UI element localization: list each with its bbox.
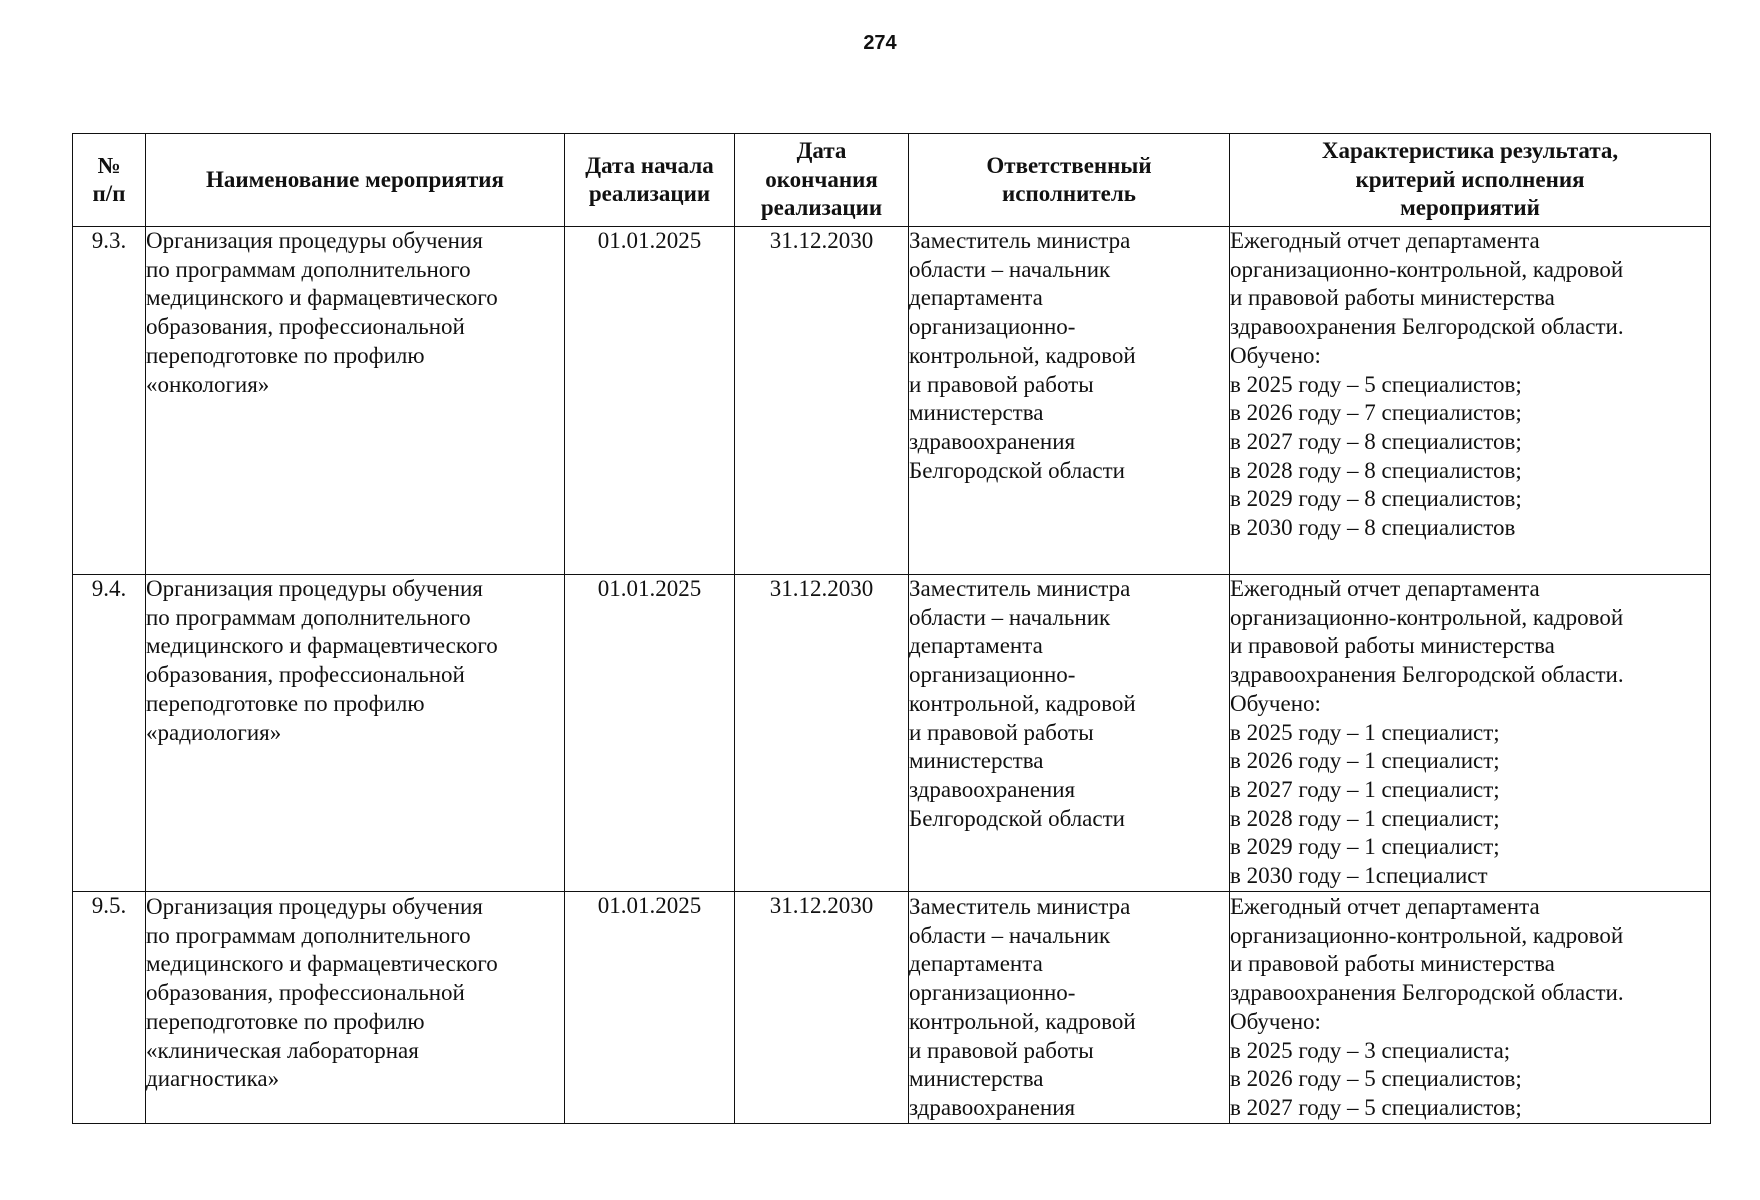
activity-name: Организация процедуры обучения по программам дополнительного медицинского и фармацевтического образования, профессиональной переподготовке по профилю «клиническая лабораторная диагностика» xyxy=(146,892,565,1124)
responsible-executor: Заместитель министра области – начальник департамента организационно- контрольной, кадровой и правовой работы министерства здравоохранения Белгородской области xyxy=(909,575,1230,892)
row-number: 9.4. xyxy=(73,575,146,892)
start-date: 01.01.2025 xyxy=(565,575,735,892)
activities-table xyxy=(72,133,1711,1124)
result-description: Ежегодный отчет департамента организационно-контрольной, кадровой и правовой работы министерства здравоохранения Белгородской области. Обучено: в 2025 году – 5 специалистов; в 2026 году – 7 специалистов; в 2027 году – 8 специалистов; в 2028 году – 8 специалистов; в 2029 году – 8 специалистов; в 2030 году – 8 специалистов xyxy=(1230,227,1711,575)
header-end-date: Дата окончания реализации xyxy=(735,134,909,227)
header-name: Наименование мероприятия xyxy=(146,134,565,227)
row-number: 9.3. xyxy=(73,227,146,575)
responsible-executor: Заместитель министра области – начальник департамента организационно- контрольной, кадровой и правовой работы министерства здравоохранения xyxy=(909,892,1230,1124)
result-description: Ежегодный отчет департамента организационно-контрольной, кадровой и правовой работы министерства здравоохранения Белгородской области. Обучено: в 2025 году – 1 специалист; в 2026 году – 1 специалист; в 2027 году – 1 специалист; в 2028 году – 1 специалист; в 2029 году – 1 специалист; в 2030 году – 1специалист xyxy=(1230,575,1711,892)
header-start-date: Дата начала реализации xyxy=(565,134,735,227)
row-number: 9.5. xyxy=(73,892,146,1124)
table-row xyxy=(73,575,1711,892)
end-date: 31.12.2030 xyxy=(735,227,909,575)
table-row xyxy=(73,892,1711,1124)
header-result: Характеристика результата, критерий исполнения мероприятий xyxy=(1230,134,1711,227)
page-number: 274 xyxy=(863,32,897,54)
result-description: Ежегодный отчет департамента организационно-контрольной, кадровой и правовой работы министерства здравоохранения Белгородской области. Обучено: в 2025 году – 3 специалиста; в 2026 году – 5 специалистов; в 2027 году – 5 специалистов; xyxy=(1230,892,1711,1124)
end-date: 31.12.2030 xyxy=(735,892,909,1124)
responsible-executor: Заместитель министра области – начальник департамента организационно- контрольной, кадровой и правовой работы министерства здравоохранения Белгородской области xyxy=(909,227,1230,575)
header-responsible: Ответственный исполнитель xyxy=(909,134,1230,227)
table-header-row xyxy=(73,134,1711,227)
header-num: № п/п xyxy=(73,134,146,227)
start-date: 01.01.2025 xyxy=(565,227,735,575)
activity-name: Организация процедуры обучения по программам дополнительного медицинского и фармацевтического образования, профессиональной переподготовке по профилю «радиология» xyxy=(146,575,565,892)
start-date: 01.01.2025 xyxy=(565,892,735,1124)
table-row xyxy=(73,227,1711,575)
activity-name: Организация процедуры обучения по программам дополнительного медицинского и фармацевтического образования, профессиональной переподготовке по профилю «онкология» xyxy=(146,227,565,575)
end-date: 31.12.2030 xyxy=(735,575,909,892)
